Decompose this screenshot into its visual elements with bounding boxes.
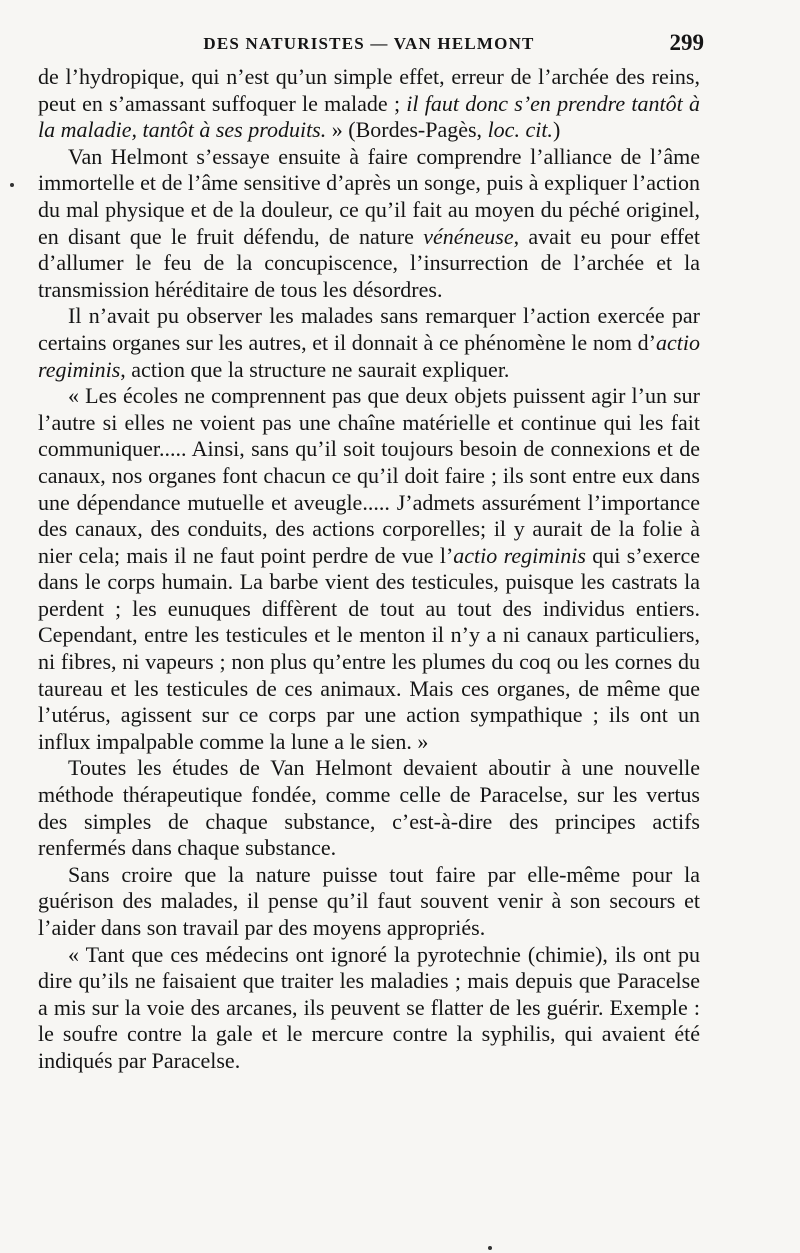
p2-text-c: , avait eu pour effet d’allumer le feu de la concupiscence, l’insurrection de l’archée et la transmission héréditaire de tous les désordres. — [38, 223, 700, 302]
paragraph-3 — [38, 303, 700, 383]
p3-italic-term: actio regiminis — [38, 329, 700, 382]
running-title: DES NATURISTES — VAN HELMONT — [203, 34, 535, 53]
p2-italic-term: vénéneuse — [423, 223, 514, 249]
p1-text-c: » (Bordes-Pagès, — [326, 117, 488, 143]
paragraph-4 — [38, 383, 700, 755]
running-head — [38, 30, 704, 60]
p2-text-a: Van Helmont s’essaye ensuite à faire comprendre l’alliance de l’âme immortelle et de l’âme sensitive d’après un songe, puis à expliquer l’action du mal physique et de la douleur, ce qu’il fait au moyen du péché originel, en disant que le fruit défendu, de nature — [38, 143, 700, 249]
p4-text-c: qui s’exerce dans le corps humain. La barbe vient des testicules, puisque les castrats la perdent ; les eunuques diffèrent de tout au tout des individus entiers. Cependant, entre les testicules et le menton il n’y a ni canaux particuliers, ni fibres, ni vapeurs ; non plus qu’entre les plumes du coq ou les cornes du taureau et les testicules de ces animaux. Mais ces organes, de même que l’utérus, agissent sur ce corps par une action sympathique ; ils ont un influx impalpable comme la lune a le sien. » — [38, 542, 700, 754]
book-page — [38, 30, 704, 1075]
p3-text-a: Il n’avait pu observer les malades sans remarquer l’action exercée par certains organes sur les autres, et il donnait à ce phénomène le nom d’ — [38, 303, 700, 355]
bottom-mark — [488, 1246, 492, 1250]
page-number: 299 — [669, 30, 704, 55]
p4-text-a: « Les écoles ne comprennent pas que deux objets puissent agir l’un sur l’autre si elles ne voient pas une chaîne matérielle et continue qui les fait communiquer..... Ainsi, sans qu’il soit toujours besoin de connexions et de canaux, nos organes font chacun ce qu’il doit faire ; ils sont entre eux dans une dépendance mutuelle et aveugle..... J’admets assurément l’importance des canaux, des conduits, des actions corporelles; il y aurait de la folie à nier cela; mais il ne faut point perdre de vue l’ — [38, 383, 700, 568]
paragraph-5: Toutes les études de Van Helmont devaient aboutir à une nouvelle méthode thérapeutique fondée, comme celle de Paracelse, sur les vertus des simples de chaque substance, c’est-à-dire des principes actifs renfermés dans chaque substance. — [38, 755, 700, 861]
p4-italic-term: actio regiminis — [453, 542, 586, 568]
p1-text-a: de l’hydropique, qui n’est qu’un simple effet, erreur de l’archée des reins, peut en s’amassant suffoquer le malade ; — [38, 64, 700, 116]
paragraph-6: Sans croire que la nature puisse tout faire par elle-même pour la guérison des malades, il pense qu’il faut souvent venir à son secours et l’aider dans son travail par des moyens appropriés. — [38, 861, 700, 940]
p1-citation: loc. cit. — [487, 117, 553, 143]
p3-text-c: , action que la structure ne saurait expliquer. — [120, 356, 510, 382]
p1-text-e: ) — [552, 117, 561, 143]
paragraph-2 — [38, 144, 700, 304]
body-text — [38, 64, 700, 1075]
margin-mark — [10, 183, 14, 187]
paragraph-1 — [38, 64, 700, 144]
p1-italic-quote: il faut donc s’en prendre tantôt à la maladie, tantôt à ses produits. — [38, 90, 700, 143]
paragraph-7: « Tant que ces médecins ont ignoré la pyrotechnie (chimie), ils ont pu dire qu’ils ne faisaient que traiter les maladies ; mais depuis que Paracelse a mis sur la voie des arcanes, ils peuvent se flatter de les guérir. Exemple : le soufre contre la gale et le mercure contre la syphilis, qui avaient été indiqués par Paracelse. — [38, 941, 700, 1073]
